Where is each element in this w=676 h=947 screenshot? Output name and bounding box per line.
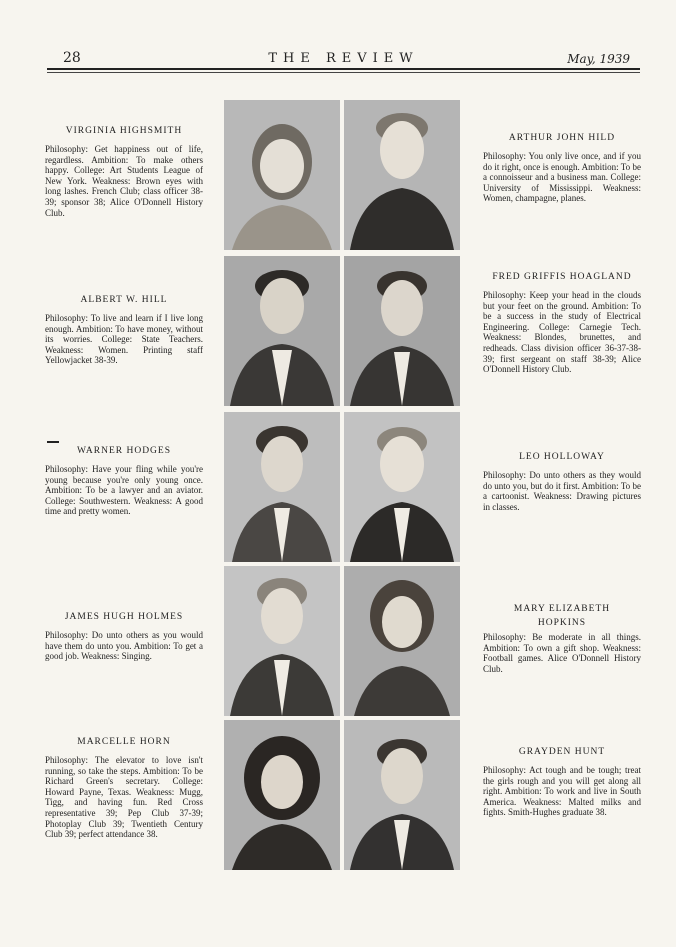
senior-entry-left-2 <box>45 295 203 366</box>
senior-entry-left-1 <box>45 126 203 218</box>
senior-name: ALBERT W. HILL <box>80 295 168 305</box>
portrait-silhouette <box>344 412 460 562</box>
portrait-photo <box>224 566 340 716</box>
senior-name: MARY ELIZABETH <box>513 604 611 614</box>
senior-entry-right-1 <box>483 133 641 204</box>
portrait-photo <box>344 412 460 562</box>
portrait-photo <box>224 256 340 406</box>
senior-entry-left-3 <box>45 446 203 517</box>
senior-name: LEO HOLLOWAY <box>519 452 605 462</box>
portrait-silhouette <box>224 100 340 250</box>
portrait-silhouette <box>224 256 340 406</box>
senior-bio: Philosophy: Have your fling while you're young because you're only young once. Ambition: To be a lawyer and an aviator. College: Southwestern. Weakness: A good time and pretty women. <box>45 464 203 517</box>
senior-bio: Philosophy: Be moderate in all things. Ambition: To own a gift shop. Weakness: Football games. Alice O'Donnell History Club. <box>483 632 641 674</box>
senior-entry-right-5 <box>483 747 641 818</box>
stray-mark <box>47 441 59 443</box>
portrait-silhouette <box>344 100 460 250</box>
senior-entry-right-3 <box>483 452 641 512</box>
page-number: 28 <box>63 50 81 66</box>
senior-entry-right-4 <box>483 604 641 674</box>
senior-name: VIRGINIA HIGHSMITH <box>65 126 183 136</box>
portrait-silhouette <box>344 566 460 716</box>
senior-bio: Philosophy: Act tough and be tough; treat the girls rough and you will get along all right. Ambition: To work and live in South America. Weakness: Malted milks and fights. Smith-Hughes graduate 38. <box>483 765 641 818</box>
portrait-silhouette <box>224 412 340 562</box>
portrait-photo <box>224 720 340 870</box>
senior-entry-left-5 <box>45 737 203 840</box>
senior-name: GRAYDEN HUNT <box>518 747 606 757</box>
page-header <box>47 50 640 74</box>
portrait-photo <box>224 100 340 250</box>
portrait-photo <box>344 256 460 406</box>
header-rule <box>47 68 640 70</box>
senior-name: MARCELLE HORN <box>77 737 171 747</box>
portrait-photo <box>344 720 460 870</box>
senior-name: ARTHUR JOHN HILD <box>508 133 616 143</box>
senior-bio: Philosophy: The elevator to love isn't running, so take the steps. Ambition: To be Richard Green's secretary. College: Howard Payne, Texas. Weakness: Mugg, Tigg, and having fun. Red Cross representative 39; Pep Club 37-39; Photoplay Club 39; Twentieth Century Club 39; perfect attendance 38. <box>45 755 203 840</box>
senior-bio: Philosophy: Get happiness out of life, regardless. Ambition: To make others happy. College: Art Students League of New York. Weakness: Brown eyes with long lashes. French Club; class officer 38-39; sponsor 38; Alice O'Donnell History Club. <box>45 144 203 218</box>
portrait-photo <box>224 412 340 562</box>
portrait-photo <box>344 566 460 716</box>
issue-date: May, 1939 <box>567 52 630 66</box>
senior-entry-right-2 <box>483 272 641 375</box>
senior-entry-left-4 <box>45 612 203 662</box>
publication-title: THE REVIEW <box>268 51 419 66</box>
senior-bio: Philosophy: To live and learn if I live long enough. Ambition: To have money, without its worries. College: State Teachers. Weakness: Women. Printing staff Yellowjacket 38-39. <box>45 313 203 366</box>
senior-name: WARNER HODGES <box>76 446 171 456</box>
senior-name: JAMES HUGH HOLMES <box>64 612 184 622</box>
senior-bio: Philosophy: Do unto others as you would have them do unto you. Ambition: To get a good job. Weakness: Singing. <box>45 630 203 662</box>
senior-name-line-2: HOPKINS <box>537 618 587 628</box>
senior-name: FRED GRIFFIS HOAGLAND <box>492 272 632 282</box>
portrait-photo <box>344 100 460 250</box>
portrait-silhouette <box>224 720 340 870</box>
header-rule-thin <box>47 72 640 73</box>
portrait-silhouette <box>224 566 340 716</box>
senior-bio: Philosophy: You only live once, and if you do it right, once is enough. Ambition: To be a connoisseur and a business man. College: University of Mississippi. Weakness: Women, champagne, planes. <box>483 151 641 204</box>
senior-bio: Philosophy: Do unto others as they would do unto you, but do it first. Ambition: To be a cartoonist. Weakness: Drawing pictures in classes. <box>483 470 641 512</box>
portrait-silhouette <box>344 256 460 406</box>
portrait-silhouette <box>344 720 460 870</box>
senior-bio: Philosophy: Keep your head in the clouds but your feet on the ground. Ambition: To be a success in the study of Electrical Engineering. College: Carnegie Tech. Weakness: Blondes, brunettes, and redheads. Class division officer 36-37-38-39; first sergeant on staff 38-39; Alice O'Donnell History Club. <box>483 290 641 375</box>
